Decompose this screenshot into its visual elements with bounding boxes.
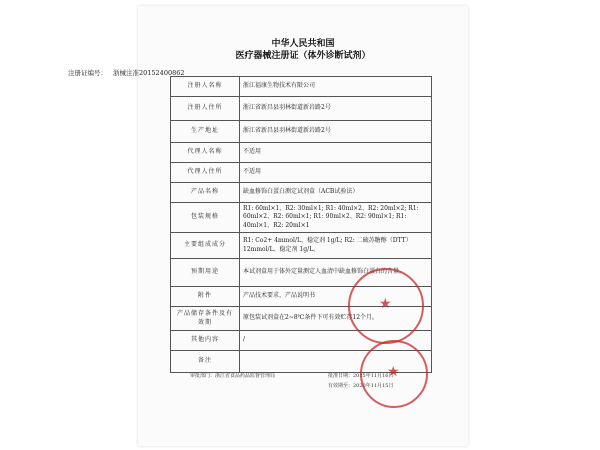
row-label: 注册人住所 [171,97,240,121]
row-value: 浙江福康生物技术有限公司 [240,77,432,97]
row-label: 生产地址 [171,121,240,143]
approval-department: 审批部门：浙江省食品药品监督管理局 [190,373,276,379]
seal-star-icon: ★ [387,364,400,380]
row-label: 附件 [171,287,240,307]
row-label: 预期用途 [171,259,240,287]
registration-number-value: 浙械注准20152400862 [113,69,185,77]
row-label: 其他内容 [171,331,240,351]
row-value: 不适用 [240,163,432,183]
approval-date: 批准日期：2015年11月16日 [328,373,394,379]
certificate-page [68,6,468,446]
registration-number-label: 注册证编号： [68,69,107,77]
row-value: R1: Co2+ 4mmol/L、稳定剂 1g/L; R2: 二硫苏糖醇（DTT） 12mmol/L、稳定剂 1g/L。 [240,233,432,259]
row-value: 浙江省新昌县羽林街道新岩路2号 [240,97,432,121]
title-country: 中华人民共和国 [271,39,335,49]
row-label: 代理人名称 [171,143,240,163]
seal-star-icon: ★ [379,296,392,312]
title-certificate: 医疗器械注册证（体外诊断试剂） [235,51,371,61]
row-label: 包装规格 [171,203,240,233]
row-label: 主要组成成分 [171,233,240,259]
row-value: 缺血修饰白蛋白测定试剂盒（ACB试验法） [240,183,432,203]
row-value: 浙江省新昌县羽林街道新岩路2号 [240,121,432,143]
row-value: R1: 60ml×1、R2: 30ml×1; R1: 40ml×2、R2: 20ml×2; R1: 60ml×2、R2: 60ml×1; R1: 90ml×2、R2: 90ml×1; R1: 40ml×1、R2: 20ml×1 [240,203,432,233]
row-value: 不适用 [240,143,432,163]
row-label: 产品储存条件及有效期 [171,307,240,331]
row-value: 产品技术要求、产品说明书 [240,287,432,307]
row-label: 产品名称 [171,183,240,203]
row-label: 备注 [171,351,240,373]
row-value: 原包装试剂盒在2~8℃条件下可有效贮存12个月。 [240,307,432,331]
row-value: 本试剂盒用于体外定量测定人血清中缺血修饰白蛋白的含量。 [240,259,432,287]
row-label: 代理人住所 [171,163,240,183]
valid-until: 有效期至：2020年11月15日 [328,383,394,389]
row-label: 注册人名称 [171,77,240,97]
row-value: / [240,331,432,351]
